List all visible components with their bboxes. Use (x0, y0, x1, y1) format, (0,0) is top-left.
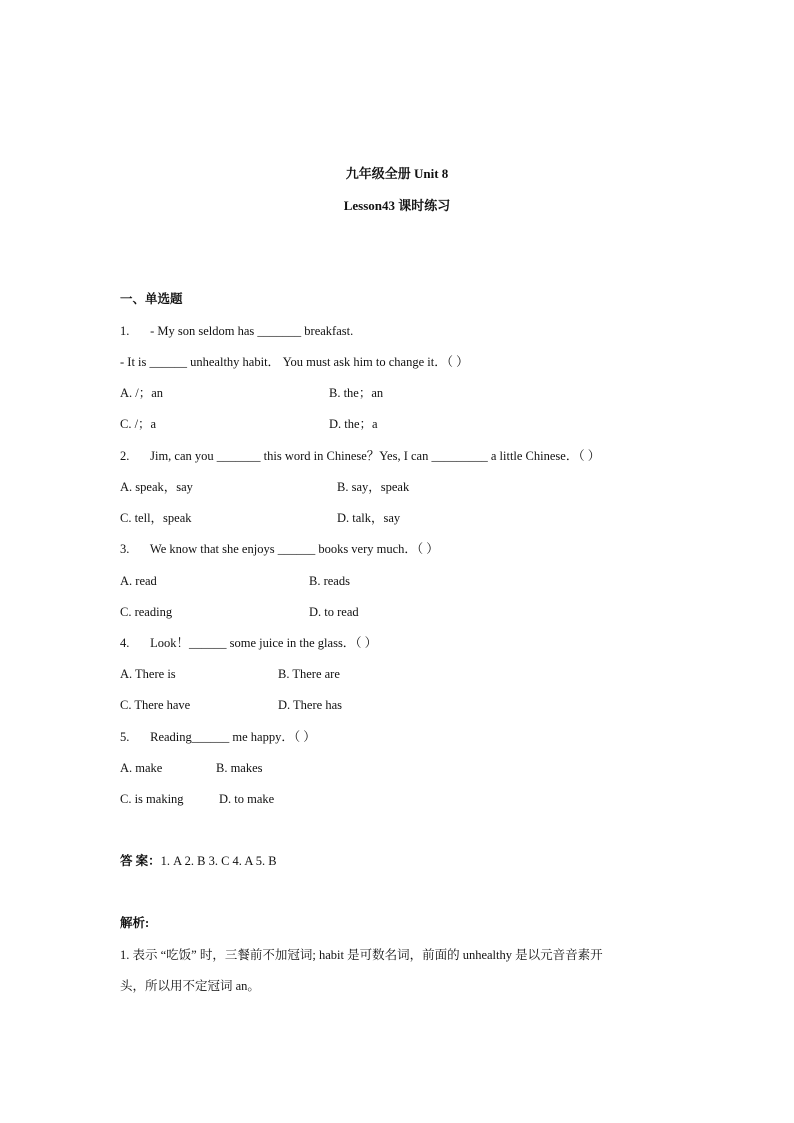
question-number: 5. (120, 730, 130, 744)
answer-key (120, 853, 277, 869)
option-c: C. /；a (120, 417, 157, 431)
option-d: D. to read (309, 605, 359, 619)
option-a: A. make (120, 761, 163, 775)
question-text: Reading______ me happy．（ ） (150, 730, 316, 744)
question-number: 3. (120, 542, 130, 556)
doc-subtitle: Lesson43 课时练习 (343, 198, 451, 213)
question-4 (120, 635, 377, 651)
question-1 (120, 323, 353, 339)
doc-title: 九年级全册 Unit 8 (345, 166, 449, 181)
option-b: B. say，speak (337, 480, 410, 494)
option-b: B. the；an (329, 386, 384, 400)
option-a: A. speak，say (120, 480, 193, 494)
option-d: D. to make (219, 792, 275, 806)
question-text-line2: - It is ______ unhealthy habit． You must ask him to change it．（ ） (120, 355, 469, 369)
question-number: 1. (120, 324, 130, 338)
option-d: D. talk，say (337, 511, 401, 525)
question-5 (120, 729, 316, 745)
option-c: C. There have (120, 698, 191, 712)
option-b: B. reads (309, 574, 350, 588)
option-a: A. There is (120, 667, 176, 681)
analysis-label: 解析: (120, 916, 150, 930)
section-heading: 一、单选题 (120, 292, 183, 306)
answer-label: 答 案： (120, 854, 161, 868)
answer-text: 1. A 2. B 3. C 4. A 5. B (160, 854, 277, 868)
option-b: B. There are (278, 667, 340, 681)
option-c: C. tell，speak (120, 511, 192, 525)
question-number: 4. (120, 636, 130, 650)
option-a: A. read (120, 574, 157, 588)
analysis-line: 1. 表示 “吃饭” 时，三餐前不加冠词; habit 是可数名词，前面的 unhealthy 是以元音音素开 (120, 948, 603, 962)
option-d: D. There has (278, 698, 342, 712)
question-number: 2. (120, 449, 130, 463)
question-text: We know that she enjoys ______ books very much．（ ） (149, 542, 439, 556)
option-b: B. makes (216, 761, 263, 775)
option-c: C. reading (120, 605, 173, 619)
question-2 (120, 448, 600, 464)
option-a: A. /；an (120, 386, 164, 400)
option-d: D. the；a (329, 417, 378, 431)
question-text: Jim, can you _______ this word in Chinese？Yes, I can _________ a little Chinese．（ ） (150, 449, 601, 463)
analysis-line: 头，所以用不定冠词 an。 (120, 979, 260, 993)
question-text: Look！______ some juice in the glass．（ ） (150, 636, 378, 650)
option-c: C. is making (120, 792, 184, 806)
question-text: - My son seldom has _______ breakfast. (150, 324, 354, 338)
question-3 (120, 541, 439, 557)
